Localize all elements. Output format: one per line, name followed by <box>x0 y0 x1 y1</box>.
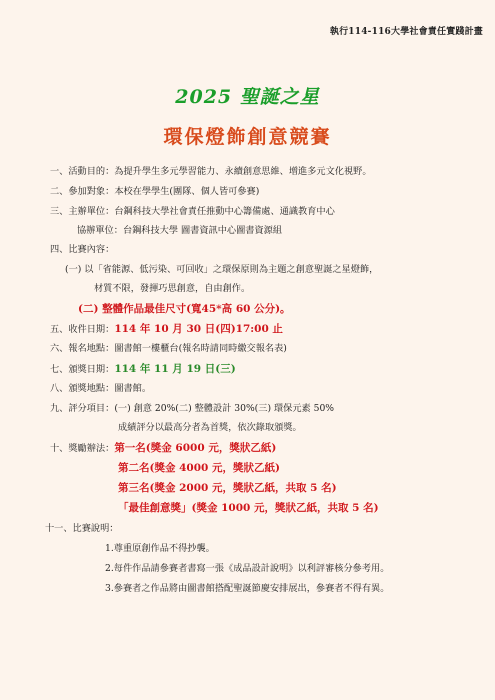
prize-label: 十、獎勵辦法： <box>50 443 115 454</box>
award-date-value: 114 年 11 月 19 日(三) <box>114 363 236 375</box>
note-3-text: 3.參賽者之作品將由圖書館搭配聖誕節慶安排展出，參賽者不得有異。 <box>105 583 390 594</box>
award-date-label: 七、頒獎日期： <box>50 364 115 375</box>
note-2 <box>105 563 389 575</box>
purpose-label: 一、活動目的： <box>50 166 115 177</box>
prize-row-3 <box>118 482 337 495</box>
award-place-row <box>50 383 151 395</box>
award-date-row <box>50 363 236 376</box>
note-2-text: 2.每件作品請參賽者書寫一張《成品設計說明》以利評審核分參考用。 <box>105 563 390 574</box>
signup-text: 圖書館一樓櫃台(報名時請同時繳交報名表) <box>114 343 287 354</box>
scoring-text-2: 成績評分以最高分者為首獎，依次錄取頒獎。 <box>118 422 302 433</box>
prize-second: 第二名(獎金 4000 元，獎狀乙紙) <box>118 462 280 474</box>
host-label: 三、主辦單位： <box>50 206 115 217</box>
target-row <box>50 186 259 198</box>
note-3 <box>105 583 389 595</box>
content-item-1b-text: 材質不限，發揮巧思創意，自由創作。 <box>94 283 251 294</box>
host-row <box>50 206 335 218</box>
co-host-row <box>77 225 282 237</box>
note-1-text: 1.尊重原創作品不得抄襲。 <box>105 543 215 554</box>
target-label: 二、參加對象： <box>50 186 115 197</box>
scoring-label: 九、評分項目： <box>50 403 115 414</box>
note-1 <box>105 543 215 555</box>
event-title: 2025 聖誕之星 <box>175 86 320 108</box>
prize-best-creativity: 「最佳創意獎」(獎金 1000 元，獎狀乙紙，共取 5 名) <box>118 502 379 514</box>
notes-label: 十一、比賽說明： <box>45 523 119 534</box>
purpose-text: 為提升學生多元學習能力、永續創意思維、增進多元文化視野。 <box>114 166 372 177</box>
co-host-text: 台鋼科技大學 圖書資訊中心圖書資源組 <box>122 225 283 236</box>
deadline-value: 114 年 10 月 30 日(四)17:00 止 <box>114 323 283 335</box>
host-text: 台鋼科技大學社會責任推動中心籌備處、通識教育中心 <box>114 206 335 217</box>
deadline-row <box>50 323 283 336</box>
content-item-2-text: (二) 整體作品最佳尺寸(寬45*高 60 公分)。 <box>78 303 291 315</box>
project-header-note: 執行114-116大學社會責任實踐計畫 <box>329 27 483 37</box>
scoring-row-2 <box>118 422 302 434</box>
prize-row-1 <box>50 442 276 455</box>
signup-label: 六、報名地點： <box>50 343 115 354</box>
prize-row-2 <box>118 462 280 475</box>
content-item-1-text: (一) 以「省能源、低污染、可回收」之環保原則為主題之創意聖誕之星燈飾， <box>65 264 379 275</box>
signup-row <box>50 343 287 355</box>
co-host-label: 協辦單位： <box>77 225 123 236</box>
event-subtitle: 環保燈飾創意競賽 <box>163 126 332 148</box>
scoring-text: (一) 創意 20%(二) 整體設計 30%(三) 環保元素 50% <box>114 403 335 414</box>
content-row <box>50 244 114 256</box>
content-item-2 <box>78 303 291 316</box>
award-place-label: 八、頒獎地點： <box>50 383 115 394</box>
prize-first: 第一名(獎金 6000 元，獎狀乙紙) <box>114 442 277 454</box>
prize-third: 第三名(獎金 2000 元，獎狀乙紙，共取 5 名) <box>118 482 337 494</box>
scoring-row <box>50 403 334 415</box>
prize-row-4 <box>118 502 379 515</box>
award-place-text: 圖書館。 <box>114 383 152 394</box>
content-label: 四、比賽內容： <box>50 244 115 255</box>
notes-row <box>45 523 119 535</box>
target-text: 本校在學學生(團隊、個人皆可參賽) <box>114 186 260 197</box>
content-item-1-continued <box>94 283 250 295</box>
deadline-label: 五、收件日期： <box>50 324 115 335</box>
content-item-1 <box>65 264 378 276</box>
purpose-row <box>50 166 372 178</box>
